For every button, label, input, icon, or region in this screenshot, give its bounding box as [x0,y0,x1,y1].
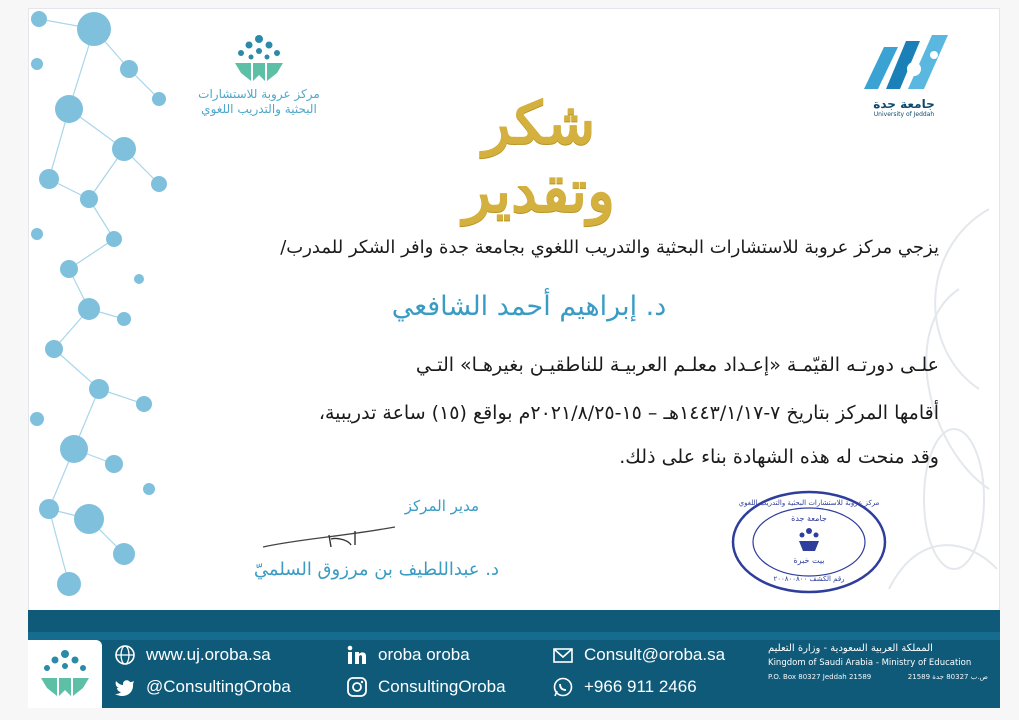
official-seal-stamp [729,487,889,597]
ministry-info [768,642,988,684]
seal-text-label: بيت خبرة [793,556,825,565]
footer-email[interactable] [552,644,725,666]
body-line-3: وقد منحت له هذه الشهادة بناء على ذلك. [619,446,939,468]
uj-emblem-icon [854,29,954,93]
recipient-name: د. إبراهيم أحمد الشافعي [391,291,667,322]
envelope-icon [552,644,574,666]
ministry-name-ar: المملكة العربية السعودية - وزارة التعليم [768,643,933,654]
oroba-tree-icon [28,640,102,708]
email-text: Consult@oroba.sa [584,645,726,664]
twitter-icon [114,676,136,698]
footer-accent-band [28,632,1000,640]
footer-phone[interactable] [552,676,697,698]
signatory-name: د. عبداللطيف بن مرزوق السلميّ [253,559,499,580]
instagram-icon [346,676,368,698]
footer-linkedin[interactable] [346,644,470,666]
twitter-text: @ConsultingOroba [146,677,291,696]
oroba-tree-icon [229,33,289,85]
handwritten-signature [259,517,399,557]
linkedin-icon [346,644,368,666]
university-name-en: University of Jeddah [873,111,935,118]
university-name-ar: جامعة جدة [873,97,935,111]
certificate-paper [28,8,1000,708]
body-line-2: أقامها المركز بتاريخ ٧-١٤٤٣/١/١٧هـ – ١٥-٢٠٢١/٨/٢٥م بواقع (١٥) ساعة تدريبية، [318,402,939,424]
seal-text-top: مركز عروبة للاستشارات البحثية والتدريب اللغوي [738,499,880,507]
po-box-en: P.O. Box 80327 Jeddah 21589 [768,673,872,681]
university-of-jeddah-logo [849,29,959,118]
whatsapp-icon [552,676,574,698]
certificate-footer [28,610,1000,708]
po-box-ar: ص.ب 80327 جدة 21589 [907,673,988,681]
phone-text: +966 911 2466 [584,677,697,696]
decorative-molecule-pattern [29,9,179,609]
seal-logo-icon [799,528,819,551]
body-line-1: علـى دورتـه القيّمـة «إعـداد معلـم العربيـة للناطقيـن بغيرهـا» التـي [415,354,939,376]
signatory-role: مدير المركز [404,497,479,515]
ministry-name-en: Kingdom of Saudi Arabia - Ministry of Education [768,658,972,668]
oroba-center-logo [189,33,329,117]
footer-twitter[interactable] [114,676,291,698]
center-name-line1: مركز عروبة للاستشارات [198,87,320,101]
intro-text: يزجي مركز عروبة للاستشارات البحثية والتدريب اللغوي بجامعة جدة وافر الشكر للمدرب/ [280,237,939,258]
globe-icon [114,644,136,666]
center-name-line2: البحثية والتدريب اللغوي [201,102,317,116]
website-text: www.uj.oroba.sa [146,645,271,664]
instagram-text: ConsultingOroba [378,677,506,696]
footer-logo-box [28,640,102,708]
footer-website[interactable] [114,644,271,666]
certificate-title: شكر وتقدير [462,89,616,225]
seal-text-bottom: رقم الكشف ٢٠٠٨٠٠٨٠٠ [773,575,845,583]
signature-block [169,491,509,601]
footer-instagram[interactable] [346,676,506,698]
linkedin-text: oroba oroba [378,645,470,664]
seal-text-center: جامعة جدة [791,514,827,523]
